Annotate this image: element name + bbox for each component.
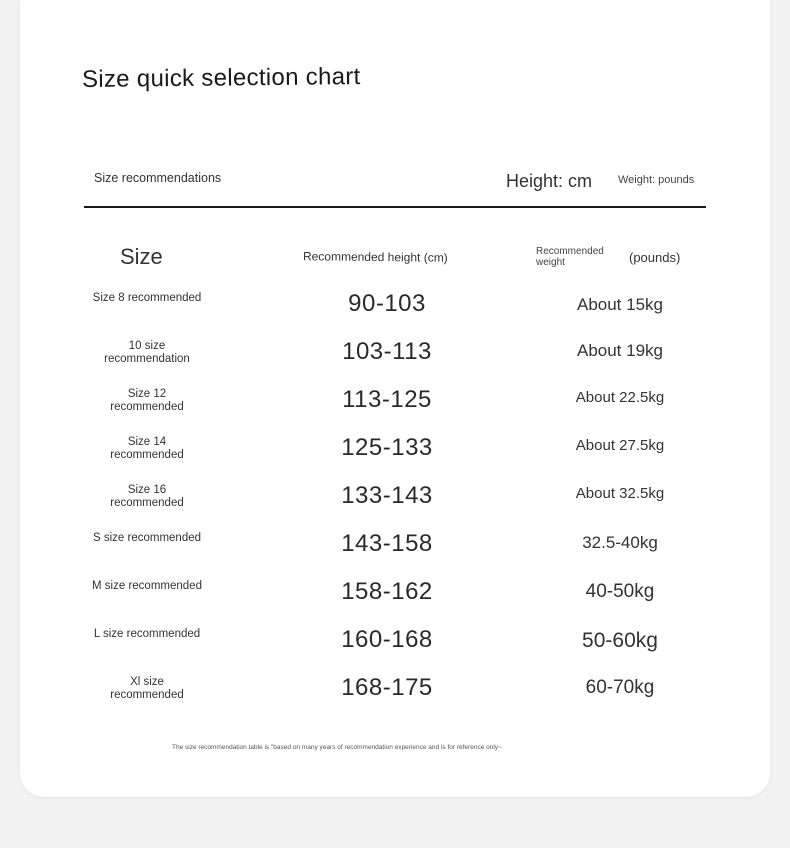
height-cell: 158-162: [341, 578, 433, 605]
weight-cell: 50-60kg: [582, 629, 658, 652]
column-header-height: Recommended height (cm): [302, 249, 448, 265]
height-cell: 168-175: [341, 674, 433, 701]
weight-cell: About 32.5kg: [575, 485, 665, 502]
height-cell: 113-125: [342, 386, 432, 413]
weight-cell: About 27.5kg: [575, 437, 665, 454]
table-row: [0, 386, 790, 434]
height-cell: 143-158: [341, 530, 433, 557]
column-header-size: Size: [120, 244, 163, 269]
height-cell: 133-143: [341, 482, 433, 509]
size-cell: L size recommended: [93, 628, 201, 640]
size-cell: M size recommended: [92, 580, 202, 592]
table-row: [0, 674, 790, 722]
table-row: [0, 578, 790, 626]
table-row: [0, 290, 790, 338]
size-cell: Xl size recommended: [110, 676, 184, 701]
weight-cell: 32.5-40kg: [582, 533, 658, 552]
size-cell: Size 14 recommended: [110, 436, 184, 461]
weight-cell: 40-50kg: [585, 581, 655, 602]
column-header-weight: Recommended weight: [536, 246, 604, 268]
weight-unit-label: Weight: pounds: [618, 174, 695, 186]
height-unit-label: Height: cm: [506, 171, 593, 191]
size-recommendations-label: Size recommendations: [94, 171, 222, 185]
size-cell: Size 12 recommended: [110, 388, 184, 413]
height-cell: 160-168: [341, 626, 433, 653]
column-header-pounds: (pounds): [629, 250, 681, 265]
weight-cell: About 19kg: [576, 341, 663, 360]
height-cell: 103-113: [342, 338, 432, 365]
table-row: [0, 530, 790, 578]
table-row: [0, 338, 790, 386]
page-title: Size quick selection chart: [81, 63, 361, 93]
weight-cell: About 22.5kg: [575, 389, 665, 406]
size-cell: S size recommended: [92, 532, 202, 544]
height-cell: 90-103: [348, 290, 426, 317]
size-cell: 10 size recommendation: [104, 340, 190, 365]
table-row: [0, 434, 790, 482]
weight-cell: 60-70kg: [585, 677, 655, 698]
size-cell: Size 8 recommended: [92, 292, 202, 304]
table-row: [0, 482, 790, 530]
table-row: [0, 626, 790, 674]
height-cell: 125-133: [341, 434, 433, 461]
size-cell: Size 16 recommended: [110, 484, 184, 509]
chart-header-bar: [84, 166, 706, 208]
footnote: The size recommendation table is "based on many years of recommendation experience and is for reference only~: [172, 744, 502, 751]
weight-cell: About 15kg: [576, 295, 663, 314]
